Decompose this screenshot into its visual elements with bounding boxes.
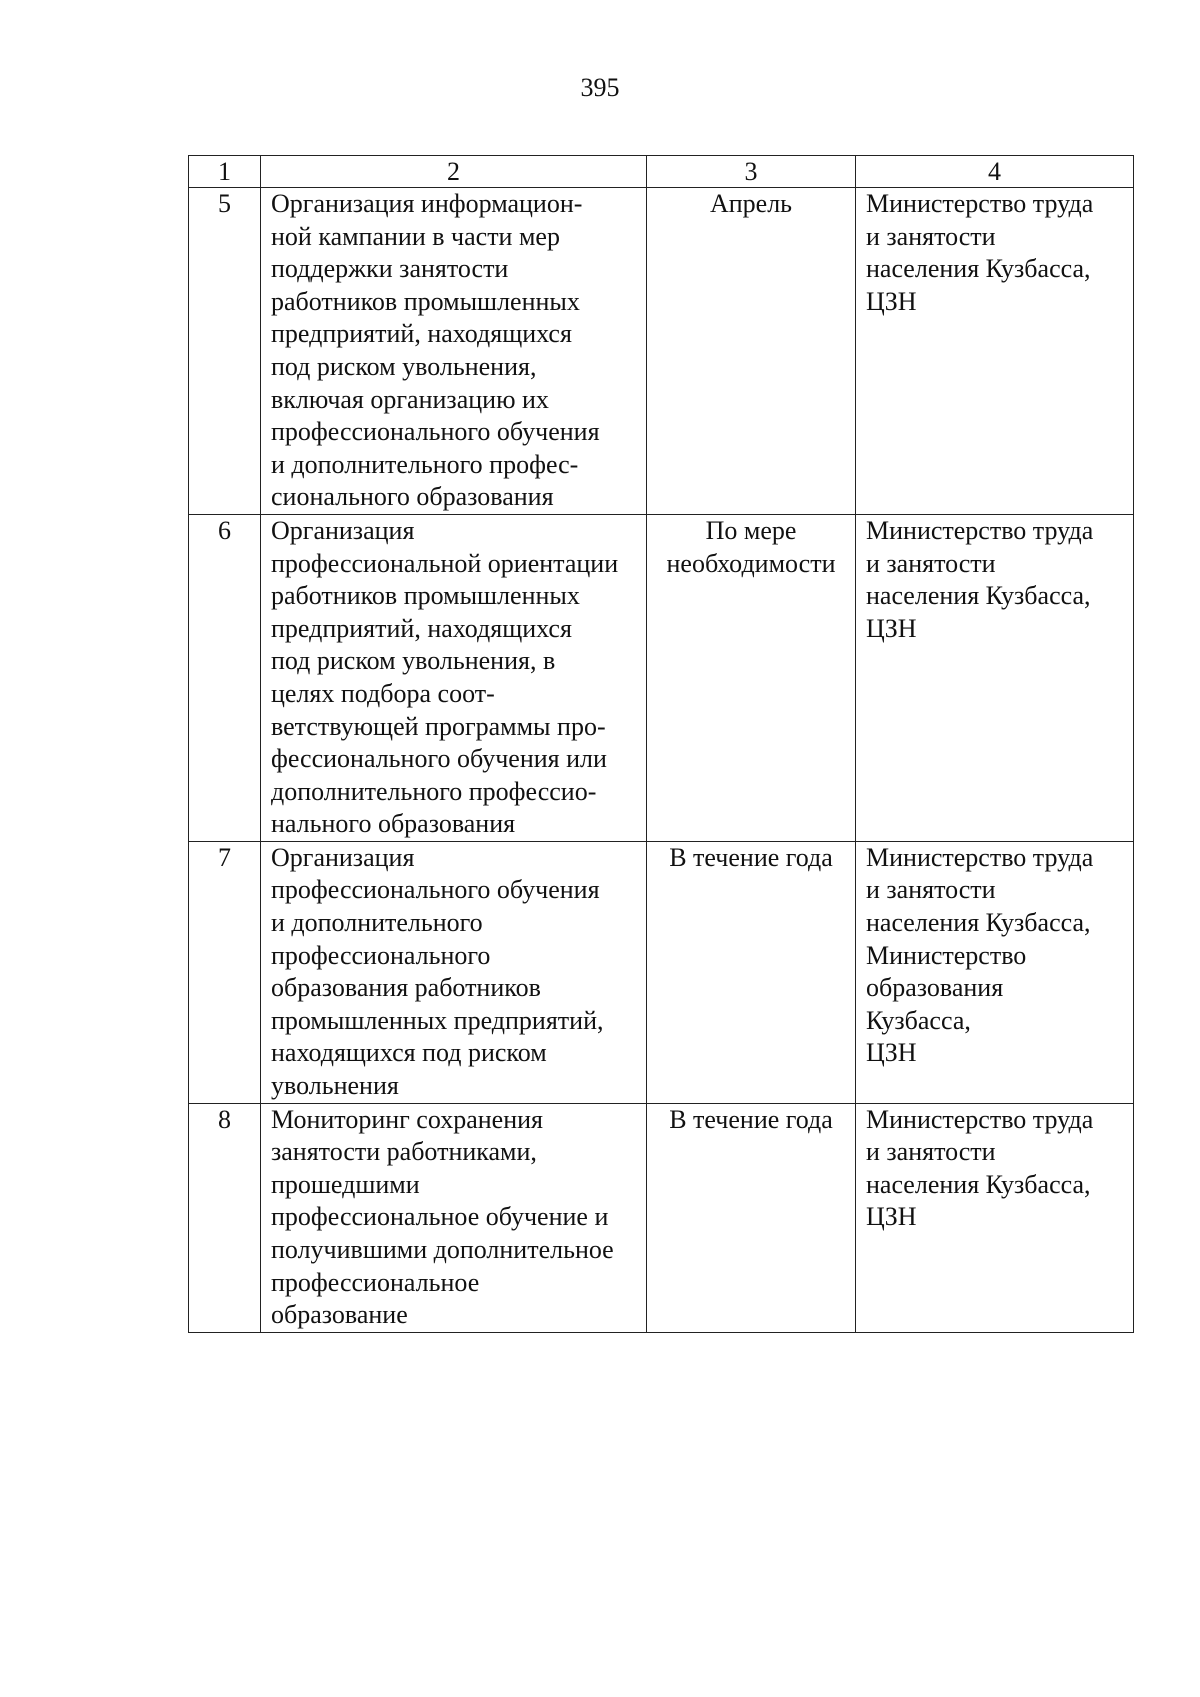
table-row	[189, 514, 1134, 841]
column-number-1: 1	[189, 156, 261, 188]
responsible-cell: Министерство труда и занятости населения Кузбасса, Министерство образования Кузбасса, ЦЗН	[856, 841, 1134, 1103]
row-number: 5	[189, 188, 261, 515]
activity-cell: Организация информацион- ной кампании в части мер поддержки занятости работников промышленных предприятий, находящихся под риском увольнения, включая организацию их профессионального обучения и дополнительного профес- сионального образования	[261, 188, 647, 515]
row-number: 8	[189, 1103, 261, 1332]
period-cell: Апрель	[647, 188, 856, 515]
column-number-2: 2	[261, 156, 647, 188]
table-row	[189, 841, 1134, 1103]
period-cell: В течение года	[647, 841, 856, 1103]
table-row	[189, 1103, 1134, 1332]
page-number: 395	[580, 73, 620, 102]
responsible-cell: Министерство труда и занятости населения Кузбасса, ЦЗН	[856, 188, 1134, 515]
row-number: 7	[189, 841, 261, 1103]
activity-cell: Организация профессиональной ориентации работников промышленных предприятий, находящихся под риском увольнения, в целях подбора соот- ветствующей программы про- фессионального обучения или дополнительного профессио- нального образования	[261, 514, 647, 841]
column-number-4: 4	[856, 156, 1134, 188]
activity-cell: Мониторинг сохранения занятости работниками, прошедшими профессиональное обучение и получившими дополнительное профессиональное образование	[261, 1103, 647, 1332]
responsible-cell: Министерство труда и занятости населения Кузбасса, ЦЗН	[856, 514, 1134, 841]
activities-table	[188, 155, 1134, 1333]
table-header-row	[189, 156, 1134, 188]
table-row	[189, 188, 1134, 515]
period-cell: В течение года	[647, 1103, 856, 1332]
column-number-3: 3	[647, 156, 856, 188]
activity-cell: Организация профессионального обучения и дополнительного профессионального образования работников промышленных предприятий, находящихся под риском увольнения	[261, 841, 647, 1103]
responsible-cell: Министерство труда и занятости населения Кузбасса, ЦЗН	[856, 1103, 1134, 1332]
period-cell: По мере необходимости	[647, 514, 856, 841]
row-number: 6	[189, 514, 261, 841]
